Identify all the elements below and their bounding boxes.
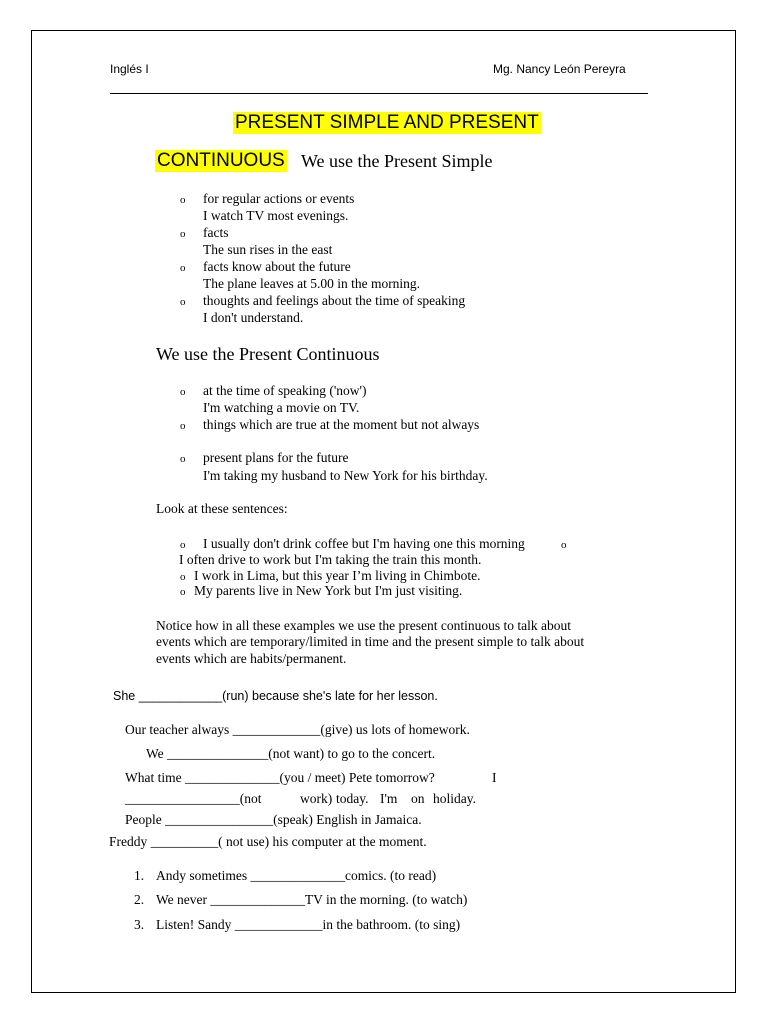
continuous-example-3: I'm taking my husband to New York for his birthday. (203, 468, 488, 483)
numbered-exercise-3: Listen! Sandy _____________in the bathroom. (to sing) (156, 917, 461, 932)
simple-use-4: thoughts and feelings about the time of speaking (203, 293, 466, 308)
notice-line-1: Notice how in all these examples we use the present continuous to talk about (156, 618, 572, 633)
continuous-heading: We use the Present Continuous (156, 344, 380, 364)
bullet-icon: o (180, 453, 186, 465)
exercise-4: What time ______________(you / meet) Pete tomorrow? (125, 770, 435, 785)
simple-example-1: I watch TV most evenings. (203, 208, 349, 223)
bullet-icon: o (180, 571, 186, 583)
simple-use-2: facts (203, 225, 229, 240)
bullet-icon: o (180, 228, 186, 240)
simple-use-1: for regular actions or events (203, 191, 355, 206)
simple-example-4: I don't understand. (203, 310, 304, 325)
numbered-exercise-1: Andy sometimes ______________comics. (to read) (156, 868, 437, 883)
look-sentence-2: I often drive to work but I'm taking the train this month. (179, 552, 482, 567)
notice-line-2: events which are temporary/limited in time and the present simple to talk about (156, 634, 585, 649)
exercise-4-continuation: I (492, 770, 497, 785)
simple-example-3: The plane leaves at 5.00 in the morning. (203, 276, 421, 291)
bullet-icon: o (180, 296, 186, 308)
continuous-use-3: present plans for the future (203, 450, 349, 465)
exercise-5-word: holiday. (433, 791, 476, 806)
look-label: Look at these sentences: (156, 501, 288, 516)
look-sentence-4: My parents live in New York but I'm just visiting. (194, 583, 463, 598)
exercise-1: She ____________(run) because she's late for her lesson. (113, 689, 438, 703)
bullet-icon: o (561, 539, 567, 551)
bullet-icon: o (180, 386, 186, 398)
header-rule (110, 93, 648, 94)
list-number: 3. (134, 917, 145, 932)
exercise-3: We _______________(not want) to go to the concert. (146, 746, 436, 761)
list-number: 2. (134, 892, 145, 907)
exercise-5-word: work) (300, 791, 333, 806)
exercise-5-word: I'm (380, 791, 398, 806)
continuous-example-1: I'm watching a movie on TV. (203, 400, 360, 415)
exercise-7: Freddy __________( not use) his computer at the moment. (109, 834, 427, 849)
bullet-icon: o (180, 539, 186, 551)
page-title: PRESENT SIMPLE AND PRESENT (235, 112, 539, 133)
notice-line-3: events which are habits/permanent. (156, 651, 347, 666)
course-label: Inglés I (110, 62, 149, 76)
bullet-icon: o (180, 262, 186, 274)
list-number: 1. (134, 868, 145, 883)
continuous-use-2: things which are true at the moment but not always (203, 417, 480, 432)
numbered-exercise-2: We never ______________TV in the morning. (to watch) (156, 892, 468, 907)
bullet-icon: o (180, 420, 186, 432)
exercise-5-blank: _________________(not (125, 791, 262, 806)
exercise-5-word: on (411, 791, 425, 806)
bullet-icon: o (180, 586, 186, 598)
exercise-5-word: today. (336, 791, 369, 806)
author-label: Mg. Nancy León Pereyra (493, 62, 626, 76)
page-title-continuation: CONTINUOUS (157, 150, 285, 171)
exercise-2: Our teacher always _____________(give) us lots of homework. (125, 722, 470, 737)
bullet-icon: o (180, 194, 186, 206)
simple-example-2: The sun rises in the east (203, 242, 333, 257)
simple-heading: We use the Present Simple (301, 151, 493, 171)
look-sentence-1: I usually don't drink coffee but I'm having one this morning (203, 536, 525, 551)
look-sentence-3: I work in Lima, but this year I’m living in Chimbote. (194, 568, 481, 583)
exercise-6: People ________________(speak) English in Jamaica. (125, 812, 422, 827)
simple-use-3: facts know about the future (203, 259, 351, 274)
continuous-use-1: at the time of speaking ('now') (203, 383, 367, 398)
